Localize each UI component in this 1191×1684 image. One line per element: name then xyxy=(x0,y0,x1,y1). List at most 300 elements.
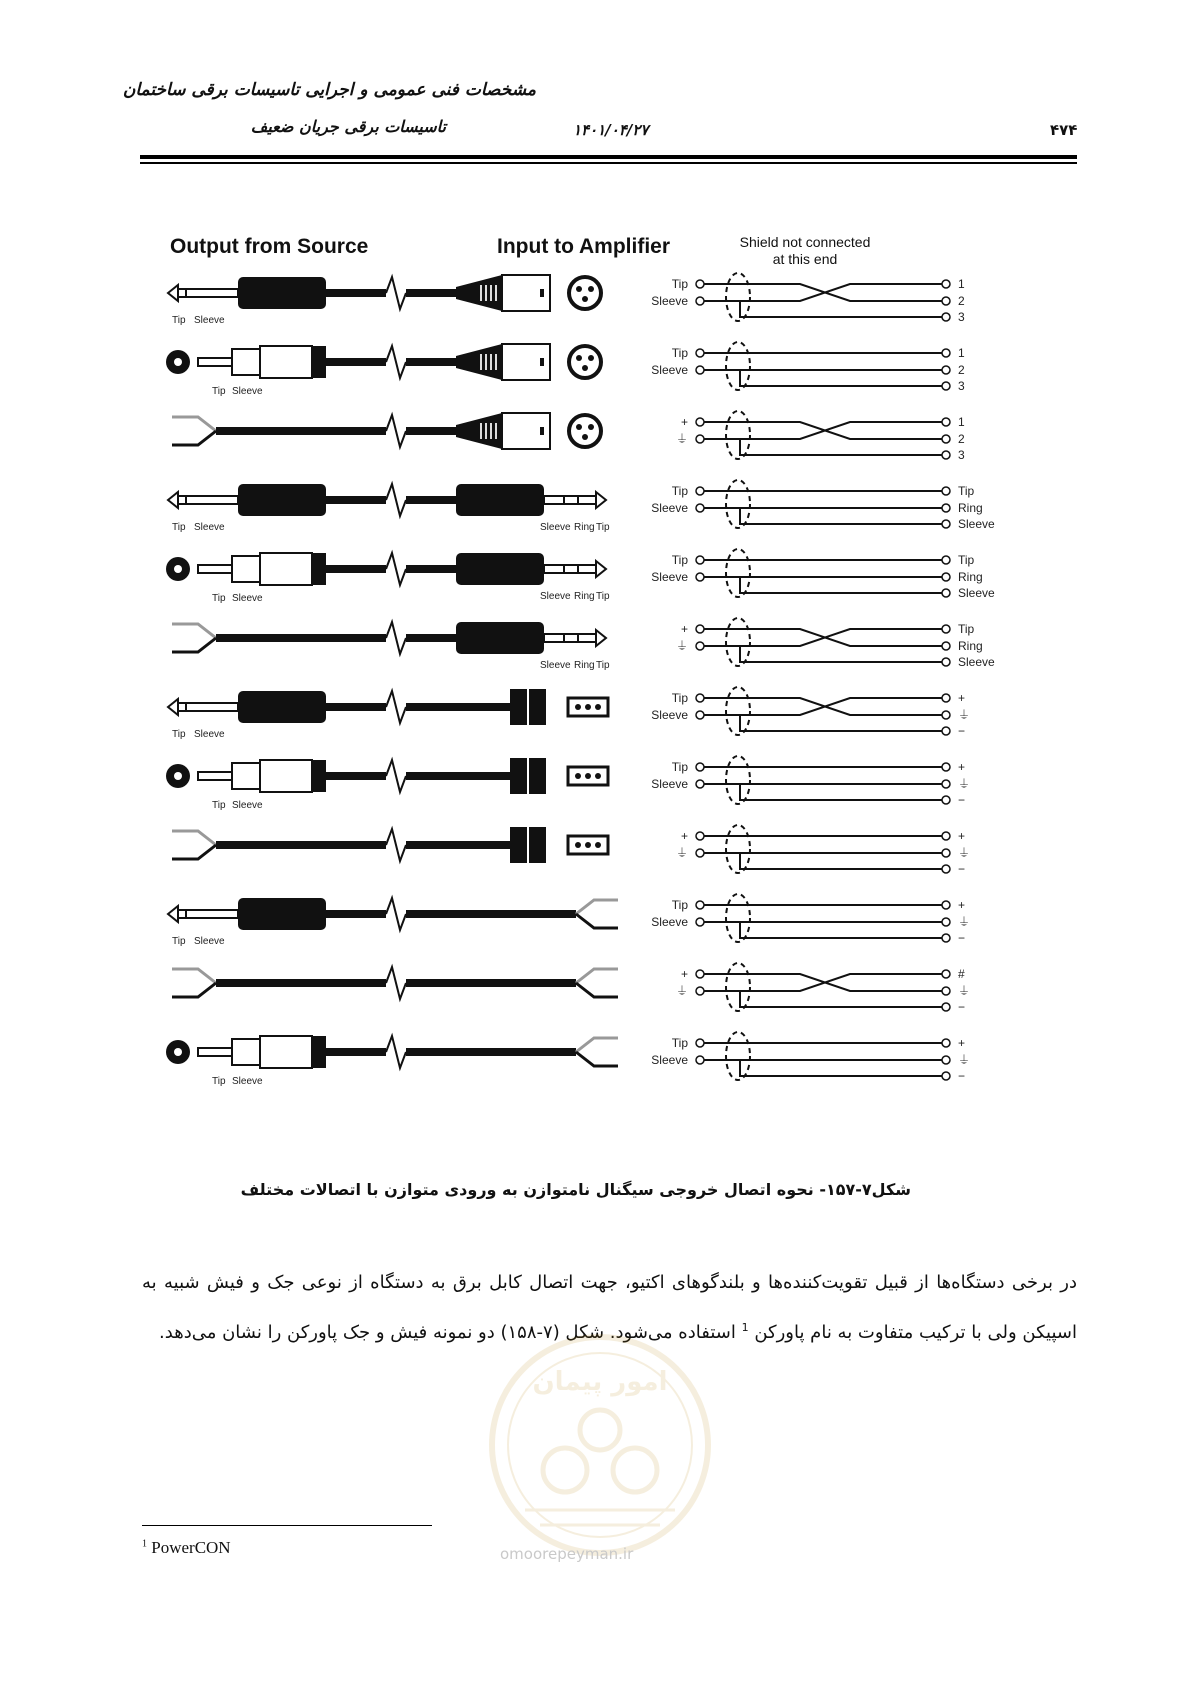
dest-label-ring: Ring xyxy=(574,660,595,671)
wiring-right-label: 2 xyxy=(958,294,965,308)
connection-row xyxy=(166,342,965,397)
euro-pin xyxy=(585,704,591,710)
src-label-tip: Tip xyxy=(212,386,226,397)
src-label-sleeve: Sleeve xyxy=(232,386,263,397)
wire-shield xyxy=(740,1060,942,1076)
bare-wire-bottom xyxy=(576,983,618,997)
watermark-site: omoorepeyman.ir xyxy=(500,1545,634,1563)
xlr-pin xyxy=(588,424,594,430)
cable xyxy=(326,772,386,780)
wiring-right-label: 1 xyxy=(958,415,965,429)
cable xyxy=(216,841,386,849)
wire-terminal xyxy=(696,970,704,978)
watermark-logo-text: امور پیمان xyxy=(532,1367,668,1397)
shield-ellipse xyxy=(726,618,750,666)
wiring-right-label: ⏚ xyxy=(958,915,971,929)
xlr-grip-line xyxy=(480,354,482,370)
page-number: ۴۷۴ xyxy=(1050,121,1078,139)
wiring-left-label: Sleeve xyxy=(651,294,688,308)
wiring-right-label: 1 xyxy=(958,277,965,291)
cable xyxy=(326,358,386,366)
euro-pin xyxy=(575,773,581,779)
wiring-right-label: + xyxy=(958,898,966,912)
wire-terminal xyxy=(942,987,950,995)
wiring-right-label: Sleeve xyxy=(958,517,995,531)
connection-row xyxy=(166,1032,970,1087)
euro-pin xyxy=(595,842,601,848)
footnote-reference: 1 xyxy=(741,1321,749,1334)
wire-shield xyxy=(740,439,942,455)
header-rule-thick xyxy=(140,155,1077,159)
xlr-pin xyxy=(582,296,588,302)
wiring-right-label: Tip xyxy=(958,622,975,636)
wire-terminal xyxy=(942,313,950,321)
cable-break xyxy=(386,898,406,930)
trs-tip xyxy=(596,561,606,577)
xlr-pin xyxy=(582,434,588,440)
cable xyxy=(216,427,386,435)
xlr-grip-line xyxy=(490,423,492,439)
trs-shaft xyxy=(544,565,596,573)
wire-terminal xyxy=(696,280,704,288)
heading-input-to-amplifier: Input to Amplifier xyxy=(497,235,671,258)
bare-wire-bottom xyxy=(172,845,216,859)
wire-terminal xyxy=(696,435,704,443)
wire-terminal xyxy=(942,382,950,390)
wire-terminal xyxy=(942,1072,950,1080)
rca-pin xyxy=(198,565,232,573)
xlr-face xyxy=(569,346,601,378)
wire-terminal xyxy=(696,694,704,702)
wiring-right-label: 1 xyxy=(958,346,965,360)
wire-terminal xyxy=(942,849,950,857)
document-title: مشخصات فنی عمومی و اجرایی تاسیسات برقی ساختمان xyxy=(122,80,536,100)
rca-sleeve xyxy=(232,763,260,789)
footnote xyxy=(142,1538,231,1558)
src-label-tip: Tip xyxy=(212,800,226,811)
connection-row xyxy=(166,549,995,604)
wiring-left-label: Sleeve xyxy=(651,363,688,377)
wiring-right-label: − xyxy=(958,1000,966,1014)
wire-terminal xyxy=(696,418,704,426)
wiring-right-label: 3 xyxy=(958,379,965,393)
bare-wire-bottom xyxy=(172,431,216,445)
wiring-left-label: Tip xyxy=(671,760,688,774)
wire-terminal xyxy=(696,504,704,512)
wire-terminal xyxy=(696,1056,704,1064)
wiring-right-label: Ring xyxy=(958,639,983,653)
wiring-right-label: ⏚ xyxy=(958,846,971,860)
wire-terminal xyxy=(696,642,704,650)
wire-terminal xyxy=(696,832,704,840)
figure-caption: شکل۷-۱۵۷- نحوه اتصال خروجی سیگنال نامتوازن به ورودی متوازن با اتصالات مختلف xyxy=(240,1180,911,1199)
wiring-left-label: Tip xyxy=(671,346,688,360)
wiring-right-label: # xyxy=(958,967,965,981)
bare-wire-top xyxy=(172,831,216,845)
xlr-grip-line xyxy=(485,285,487,301)
xlr-pin xyxy=(576,355,582,361)
wiring-left-label: + xyxy=(680,967,688,981)
bare-wire-top xyxy=(576,969,618,983)
cable xyxy=(406,358,456,366)
rca-sleeve xyxy=(232,349,260,375)
wiring-left-label: Tip xyxy=(671,1036,688,1050)
wire-shield xyxy=(740,508,942,524)
rca-body xyxy=(260,1036,312,1068)
dest-label-ring: Ring xyxy=(574,522,595,533)
wiring-right-label: + xyxy=(958,691,966,705)
wiring-left-label: Sleeve xyxy=(651,1053,688,1067)
trs-tip xyxy=(596,492,606,508)
wiring-right-label: Tip xyxy=(958,553,975,567)
wire-terminal xyxy=(942,1056,950,1064)
wire-terminal xyxy=(696,349,704,357)
wiring-right-label: Tip xyxy=(958,484,975,498)
cable xyxy=(406,910,576,918)
xlr-latch xyxy=(540,358,544,366)
src-label-sleeve: Sleeve xyxy=(194,729,225,740)
trs-shaft xyxy=(544,496,596,504)
header-rule-thin xyxy=(140,162,1077,164)
ts-handle xyxy=(238,484,326,516)
cable xyxy=(406,703,510,711)
xlr-face xyxy=(569,415,601,447)
shield-note-line2: at this end xyxy=(772,251,838,267)
wiring-right-label: − xyxy=(958,862,966,876)
dest-label-sleeve: Sleeve xyxy=(540,660,571,671)
cable-break xyxy=(386,277,406,309)
wiring-left-label: Sleeve xyxy=(651,708,688,722)
footnote-number: 1 xyxy=(142,1538,147,1550)
wire-terminal xyxy=(942,435,950,443)
cable xyxy=(216,634,386,642)
dest-label-ring: Ring xyxy=(574,591,595,602)
wiring-right-label: − xyxy=(958,724,966,738)
ts-handle xyxy=(238,277,326,309)
bare-wire-top xyxy=(172,624,216,638)
cable xyxy=(326,496,386,504)
wire-terminal xyxy=(942,780,950,788)
connection-row xyxy=(168,687,970,740)
xlr-grip-line xyxy=(495,285,497,301)
shield-ellipse xyxy=(726,480,750,528)
cable-break xyxy=(386,691,406,723)
rca-face-hole xyxy=(174,1048,182,1056)
wire-terminal xyxy=(942,934,950,942)
wire-terminal xyxy=(942,487,950,495)
wiring-left-label: ⏚ xyxy=(675,432,688,446)
rca-face-hole xyxy=(174,772,182,780)
bare-wire-bottom xyxy=(576,1052,618,1066)
euro-pin xyxy=(595,704,601,710)
xlr-grip-line xyxy=(485,423,487,439)
xlr-grip-line xyxy=(480,423,482,439)
bare-wire-bottom xyxy=(172,983,216,997)
wiring-left-label: Tip xyxy=(671,484,688,498)
dest-label-tip: Tip xyxy=(596,660,610,671)
shield-ellipse xyxy=(726,825,750,873)
wire-terminal xyxy=(696,1039,704,1047)
wiring-right-label: ⏚ xyxy=(958,777,971,791)
rca-body xyxy=(260,760,312,792)
shield-ellipse xyxy=(726,963,750,1011)
cable xyxy=(326,289,386,297)
wiring-left-label: ⏚ xyxy=(675,984,688,998)
wiring-left-label: + xyxy=(680,829,688,843)
wire-shield xyxy=(740,646,942,662)
shield-ellipse xyxy=(726,756,750,804)
connection-row xyxy=(172,825,970,876)
connection-row xyxy=(168,480,995,533)
wiring-right-label: − xyxy=(958,793,966,807)
shield-ellipse xyxy=(726,1032,750,1080)
rca-grip xyxy=(312,760,326,792)
trs-handle xyxy=(456,553,544,585)
paragraph-text-2: استفاده می‌شود. شکل (۷-۱۵۸) دو نمونه فیش و جک پاورکن را نشان می‌دهد. xyxy=(159,1322,736,1343)
trs-handle xyxy=(456,622,544,654)
wiring-right-label: 2 xyxy=(958,432,965,446)
trs-handle xyxy=(456,484,544,516)
wire-terminal xyxy=(696,366,704,374)
rca-pin xyxy=(198,772,232,780)
wire-terminal xyxy=(696,556,704,564)
wire-terminal xyxy=(942,625,950,633)
wiring-right-label: + xyxy=(958,829,966,843)
xlr-face xyxy=(569,277,601,309)
wire-terminal xyxy=(696,780,704,788)
dest-label-sleeve: Sleeve xyxy=(540,591,571,602)
cable-break xyxy=(386,1036,406,1068)
cable xyxy=(406,565,456,573)
xlr-pin xyxy=(588,355,594,361)
wire-shield xyxy=(740,370,942,386)
bare-wire-bottom xyxy=(172,638,216,652)
wire-terminal xyxy=(696,987,704,995)
connection-row xyxy=(166,756,970,811)
ts-tip xyxy=(168,492,178,508)
xlr-grip-line xyxy=(490,285,492,301)
shield-ellipse xyxy=(726,411,750,459)
shield-ellipse xyxy=(726,273,750,321)
rca-pin xyxy=(198,1048,232,1056)
cable-break xyxy=(386,760,406,792)
cable xyxy=(406,289,456,297)
wire-return xyxy=(704,698,942,715)
ts-tip xyxy=(168,285,178,301)
cable-break xyxy=(386,622,406,654)
dest-label-tip: Tip xyxy=(596,591,610,602)
cable xyxy=(406,1048,576,1056)
src-label-tip: Tip xyxy=(172,315,186,326)
wire-terminal xyxy=(942,589,950,597)
wiring-left-label: ⏚ xyxy=(675,639,688,653)
euro-pin xyxy=(585,842,591,848)
shield-ellipse xyxy=(726,549,750,597)
rca-pin xyxy=(198,358,232,366)
ts-tip xyxy=(168,699,178,715)
wiring-right-label: 2 xyxy=(958,363,965,377)
shield-ellipse xyxy=(726,687,750,735)
src-label-sleeve: Sleeve xyxy=(194,936,225,947)
rca-face-hole xyxy=(174,358,182,366)
rca-face-hole xyxy=(174,565,182,573)
wire-return xyxy=(704,284,942,301)
cable xyxy=(326,1048,386,1056)
xlr-pin xyxy=(576,424,582,430)
wire-shield xyxy=(740,853,942,869)
xlr-grip-line xyxy=(490,354,492,370)
src-label-tip: Tip xyxy=(212,593,226,604)
cable xyxy=(406,427,456,435)
wiring-left-label: ⏚ xyxy=(675,846,688,860)
xlr-grip-line xyxy=(495,354,497,370)
paragraph-text-1: در برخی دستگاه‌ها از قبیل تقویت‌کننده‌ها و بلندگوهای اکتیو، جهت اتصال کابل برق به دستگاه از نوعی جک و فیش شبیه به اسپیکن ولی با ترکیب متفاوت به نام پاورکن xyxy=(142,1272,1077,1343)
rca-grip xyxy=(312,1036,326,1068)
rca-sleeve xyxy=(232,556,260,582)
wire-terminal xyxy=(942,1003,950,1011)
bare-wire-top xyxy=(576,900,618,914)
cable xyxy=(216,979,386,987)
src-label-sleeve: Sleeve xyxy=(194,315,225,326)
cable-break xyxy=(386,484,406,516)
wire-return xyxy=(704,629,942,646)
wiring-right-label: + xyxy=(958,1036,966,1050)
wire-shield xyxy=(740,784,942,800)
src-label-tip: Tip xyxy=(212,1076,226,1087)
wire-terminal xyxy=(942,642,950,650)
revision-date: ۱۴۰۱/۰۴/۲۷ xyxy=(573,121,649,139)
xlr-pin xyxy=(588,286,594,292)
wiring-left-label: Tip xyxy=(671,898,688,912)
trs-shaft xyxy=(544,634,596,642)
wiring-right-label: + xyxy=(958,760,966,774)
cable xyxy=(406,634,456,642)
wire-return xyxy=(704,422,942,439)
cable xyxy=(406,496,456,504)
wire-terminal xyxy=(942,504,950,512)
connection-figure xyxy=(160,225,1040,1165)
wire-terminal xyxy=(696,711,704,719)
xlr-grip-line xyxy=(485,354,487,370)
cable-break xyxy=(386,346,406,378)
connection-row xyxy=(168,894,970,947)
wire-terminal xyxy=(942,918,950,926)
wiring-left-label: + xyxy=(680,622,688,636)
rca-body xyxy=(260,346,312,378)
wiring-left-label: Tip xyxy=(671,553,688,567)
wire-terminal xyxy=(942,694,950,702)
wire-terminal xyxy=(942,451,950,459)
xlr-grip-line xyxy=(495,423,497,439)
src-label-tip: Tip xyxy=(172,729,186,740)
footnote-text: PowerCON xyxy=(151,1538,231,1557)
wire-return xyxy=(704,974,942,991)
src-label-tip: Tip xyxy=(172,936,186,947)
wiring-right-label: 3 xyxy=(958,310,965,324)
wire-terminal xyxy=(942,1039,950,1047)
src-label-sleeve: Sleeve xyxy=(194,522,225,533)
ts-handle xyxy=(238,691,326,723)
wire-terminal xyxy=(942,349,950,357)
xlr-latch xyxy=(540,289,544,297)
wire-shield xyxy=(740,991,942,1007)
wire-shield xyxy=(740,715,942,731)
rca-body xyxy=(260,553,312,585)
wire-terminal xyxy=(942,573,950,581)
cable xyxy=(406,979,576,987)
wire-shield xyxy=(740,922,942,938)
connection-row xyxy=(168,273,965,326)
wire-terminal xyxy=(942,556,950,564)
heading-output-from-source: Output from Source xyxy=(170,235,369,258)
wiring-right-label: ⏚ xyxy=(958,708,971,722)
rca-grip xyxy=(312,346,326,378)
wiring-right-label: ⏚ xyxy=(958,1053,971,1067)
xlr-pin xyxy=(576,286,582,292)
wiring-right-label: − xyxy=(958,931,966,945)
footnote-rule xyxy=(142,1525,432,1526)
src-label-sleeve: Sleeve xyxy=(232,593,263,604)
wiring-right-label: − xyxy=(958,1069,966,1083)
shield-ellipse xyxy=(726,894,750,942)
cable-break xyxy=(386,415,406,447)
wire-terminal xyxy=(942,763,950,771)
wiring-left-label: Tip xyxy=(671,691,688,705)
cable xyxy=(326,703,386,711)
section-title: تاسیسات برقی جریان ضعیف xyxy=(250,117,446,136)
bare-wire-top xyxy=(172,417,216,431)
wiring-left-label: Tip xyxy=(671,277,688,291)
shield-ellipse xyxy=(726,342,750,390)
euro-pin xyxy=(585,773,591,779)
wire-terminal xyxy=(942,658,950,666)
trs-tip xyxy=(596,630,606,646)
ts-tip xyxy=(168,906,178,922)
wiring-left-label: + xyxy=(680,415,688,429)
ts-handle xyxy=(238,898,326,930)
wire-terminal xyxy=(696,918,704,926)
cable xyxy=(406,772,510,780)
connection-row xyxy=(172,411,965,462)
dest-label-tip: Tip xyxy=(596,522,610,533)
wire-shield xyxy=(740,301,942,317)
euro-pin xyxy=(595,773,601,779)
wire-terminal xyxy=(696,297,704,305)
shield-note-line1: Shield not connected xyxy=(739,234,871,250)
wiring-left-label: Sleeve xyxy=(651,570,688,584)
wire-terminal xyxy=(942,970,950,978)
wiring-left-label: Sleeve xyxy=(651,915,688,929)
wiring-right-label: Ring xyxy=(958,501,983,515)
wire-terminal xyxy=(696,763,704,771)
wire-terminal xyxy=(942,832,950,840)
bare-wire-bottom xyxy=(576,914,618,928)
wiring-right-label: 3 xyxy=(958,448,965,462)
euro-pin xyxy=(575,842,581,848)
wire-terminal xyxy=(942,520,950,528)
connection-row xyxy=(172,618,995,671)
rca-sleeve xyxy=(232,1039,260,1065)
cable-break xyxy=(386,967,406,999)
wire-terminal xyxy=(942,901,950,909)
wiring-left-label: Sleeve xyxy=(651,501,688,515)
wire-terminal xyxy=(942,418,950,426)
src-label-tip: Tip xyxy=(172,522,186,533)
connection-rows xyxy=(166,273,995,1087)
cable xyxy=(326,565,386,573)
cable-break xyxy=(386,829,406,861)
cable xyxy=(326,910,386,918)
